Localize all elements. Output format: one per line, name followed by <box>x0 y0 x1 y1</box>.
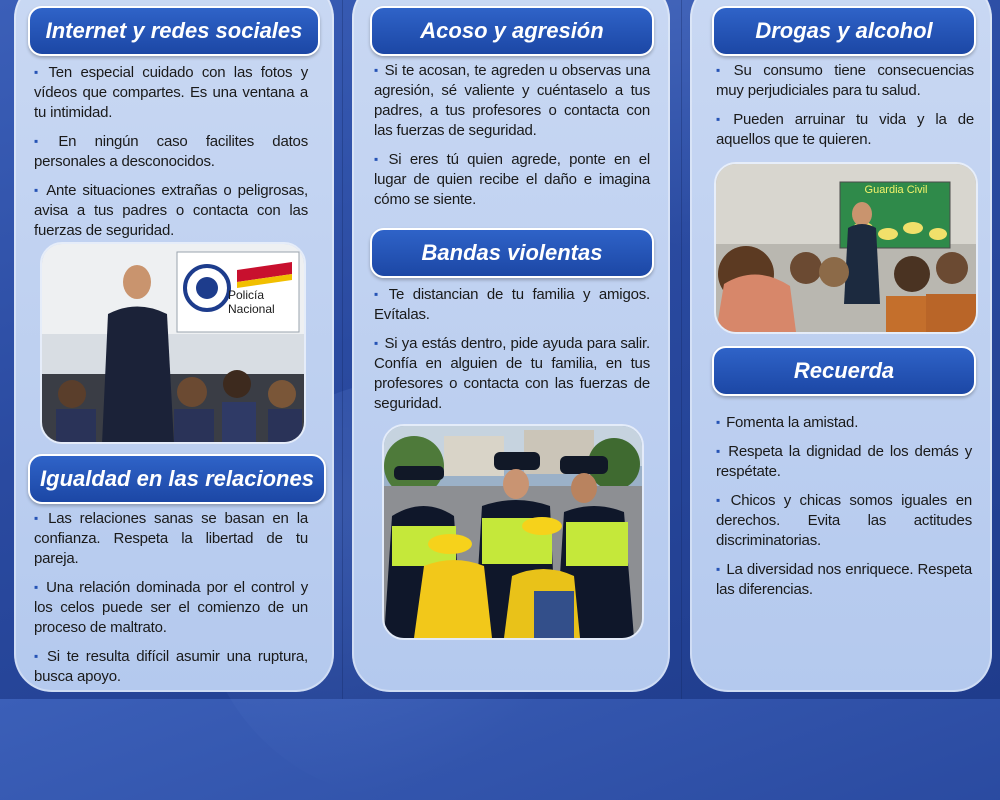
bullet-icon: ▪ <box>34 134 53 148</box>
bullet-icon: ▪ <box>374 152 383 166</box>
bullet-icon: ▪ <box>374 63 379 77</box>
bullet-icon: ▪ <box>34 649 41 663</box>
bullet-icon: ▪ <box>716 112 728 126</box>
fold-line <box>342 0 343 699</box>
list-item: ▪ La diversidad nos enriquece. Respeta las diferencias. <box>716 561 972 598</box>
bullet-icon: ▪ <box>34 511 43 525</box>
photo-police-classroom <box>40 242 306 444</box>
heading-internet: Internet y redes sociales <box>28 6 320 56</box>
list-item: ▪ Si te acosan, te agreden u observas una agresión, sé valiente y cuéntaselo a tus padres, a tus profesores o contacta con las fuerzas de seguridad. <box>374 62 650 139</box>
list-item: ▪ Si ya estás dentro, pide ayuda para salir. Confía en alguien de tu familia, en tus profesores o contacta con las fuerzas de seguridad. <box>374 335 650 412</box>
photo-police-street <box>382 424 644 640</box>
bullet-icon: ▪ <box>34 580 41 594</box>
list-item: ▪ Si eres tú quien agrede, ponte en el lugar de quien recibe el daño e imagina cómo se siente. <box>374 151 650 208</box>
bullet-icon: ▪ <box>374 336 379 350</box>
bullet-icon: ▪ <box>34 183 41 197</box>
list-item: ▪ Respeta la dignidad de los demás y respétate. <box>716 443 972 480</box>
list-item: ▪ Pueden arruinar tu vida y la de aquellos que te quieren. <box>716 111 974 148</box>
list-item: ▪ Ten especial cuidado con las fotos y vídeos que compartes. Es una ventana a tu intimidad. <box>34 64 308 121</box>
bullet-icon: ▪ <box>34 65 43 79</box>
heading-igualdad: Igualdad en las relaciones <box>28 454 326 504</box>
list-internet <box>34 62 308 249</box>
panel-drogas-recuerda <box>690 0 992 692</box>
sign-policia-nacional: Policía Nacional <box>228 288 275 316</box>
list-item: ▪ Si te resulta difícil asumir una ruptura, busca apoyo. <box>34 648 308 685</box>
heading-recuerda: Recuerda <box>712 346 976 396</box>
list-acoso <box>374 60 650 218</box>
list-drogas <box>716 60 974 158</box>
fold-line <box>681 0 682 699</box>
bullet-icon: ▪ <box>374 287 383 301</box>
panel-internet-igualdad <box>14 0 334 692</box>
list-recuerda <box>716 412 972 608</box>
list-item: ▪ Te distancian de tu familia y amigos. Evítalas. <box>374 286 650 323</box>
bullet-icon: ▪ <box>716 562 721 576</box>
list-item: ▪ Ante situaciones extrañas o peligrosas, avisa a tus padres o contacta con las fuerzas de seguridad. <box>34 182 309 239</box>
bullet-icon: ▪ <box>716 444 723 458</box>
bullet-icon: ▪ <box>716 415 721 429</box>
heading-drogas: Drogas y alcohol <box>712 6 976 56</box>
list-item: ▪ Una relación dominada por el control y los celos puede ser el comienzo de un proceso de maltrato. <box>34 579 308 636</box>
bullet-icon: ▪ <box>716 493 725 507</box>
heading-acoso: Acoso y agresión <box>370 6 654 56</box>
list-bandas <box>374 284 650 422</box>
bullet-icon: ▪ <box>716 63 728 77</box>
heading-bandas: Bandas violentas <box>370 228 654 278</box>
panel-acoso-bandas <box>352 0 670 692</box>
list-item: ▪ Fomenta la amistad. <box>716 414 859 431</box>
list-igualdad <box>34 508 308 692</box>
list-item: ▪ Su consumo tiene consecuencias muy perjudiciales para tu salud. <box>716 62 974 99</box>
list-item: ▪ Chicos y chicas somos iguales en derechos. Evita las actitudes discriminatorias. <box>716 492 972 549</box>
list-item: ▪ Las relaciones sanas se basan en la confianza. Respeta la libertad de tu pareja. <box>34 510 308 567</box>
sign-guardia-civil: Guardia Civil <box>864 184 928 196</box>
photo-guardia-civil-classroom <box>714 162 978 334</box>
list-item: ▪ En ningún caso facilites datos personales a desconocidos. <box>34 133 308 170</box>
